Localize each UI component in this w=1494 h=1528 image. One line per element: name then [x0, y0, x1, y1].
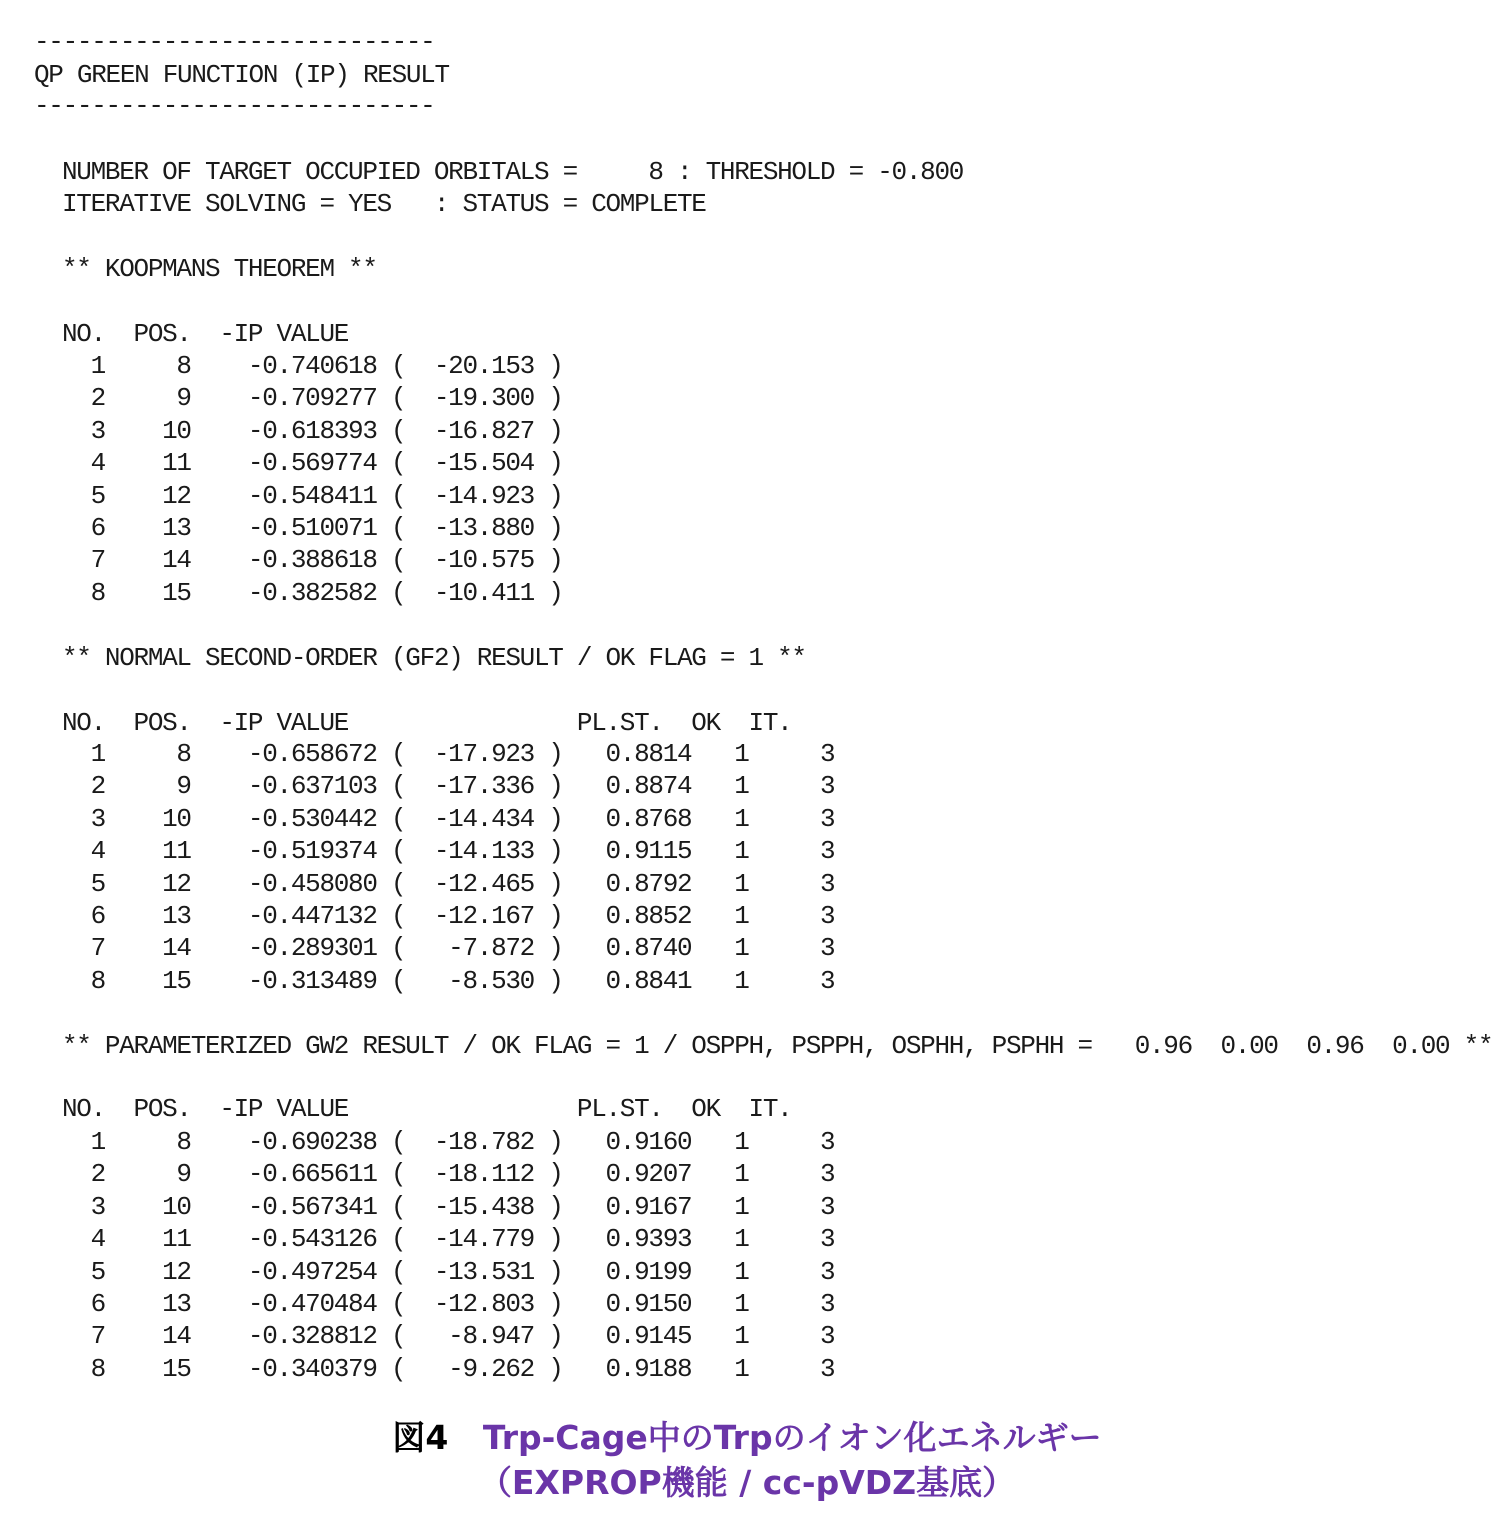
gf2-table-row: 6 13 -0.447132 ( -12.167 ) 0.8852 1 3 [62, 901, 835, 931]
koopmans-column-headers: NO. POS. -IP VALUE [62, 319, 349, 349]
figure-number: 図4 [392, 1418, 449, 1457]
gw2-table-row: 7 14 -0.328812 ( -8.947 ) 0.9145 1 3 [62, 1321, 835, 1352]
gw2-table-row: 8 15 -0.340379 ( -9.262 ) 0.9188 1 3 [62, 1353, 835, 1384]
koopmans-table-row: 1 8 -0.740618 ( -20.153 ) [62, 351, 563, 381]
settings-orbitals-line: NUMBER OF TARGET OCCUPIED ORBITALS = 8 : THRESHOLD = -0.800 [62, 157, 964, 187]
koopmans-table-row: 3 10 -0.618393 ( -16.827 ) [62, 415, 563, 446]
settings-solving-line: ITERATIVE SOLVING = YES : STATUS = COMPLETE [62, 189, 706, 219]
koopmans-table-row: 7 14 -0.388618 ( -10.575 ) [62, 545, 563, 576]
gw2-table-row: 6 13 -0.470484 ( -12.803 ) 0.9150 1 3 [62, 1289, 835, 1319]
koopmans-table-row: 2 9 -0.709277 ( -19.300 ) [62, 383, 563, 414]
gf2-heading: ** NORMAL SECOND-ORDER (GF2) RESULT / OK FLAG = 1 ** [62, 643, 806, 673]
koopmans-table-row: 4 11 -0.569774 ( -15.504 ) [62, 448, 563, 479]
koopmans-table-row: 5 12 -0.548411 ( -14.923 ) [62, 480, 563, 511]
koopmans-table-row: 6 13 -0.510071 ( -13.880 ) [62, 513, 563, 543]
gf2-table-row: 5 12 -0.458080 ( -12.465 ) 0.8792 1 3 [62, 868, 835, 899]
header-rule-top: ---------------------------- [34, 27, 435, 57]
gf2-table-row: 7 14 -0.289301 ( -7.872 ) 0.8740 1 3 [62, 933, 835, 964]
figure-title: Trp-Cage中のTrpのイオン化エネルギー [482, 1418, 1102, 1457]
header-rule-bottom: ---------------------------- [34, 91, 435, 121]
gf2-table-row: 4 11 -0.519374 ( -14.133 ) 0.9115 1 3 [62, 836, 835, 867]
gf2-table-row: 8 15 -0.313489 ( -8.530 ) 0.8841 1 3 [62, 965, 835, 996]
report-title: QP GREEN FUNCTION (IP) RESULT [34, 60, 449, 90]
gw2-table-row: 5 12 -0.497254 ( -13.531 ) 0.9199 1 3 [62, 1256, 835, 1287]
figure-caption-line2: （EXPROP機能 / cc-pVDZ基底） [478, 1463, 1016, 1502]
gw2-table-row: 3 10 -0.567341 ( -15.438 ) 0.9167 1 3 [62, 1191, 835, 1222]
gw2-column-headers: NO. POS. -IP VALUE PL.ST. OK IT. [62, 1094, 792, 1124]
gf2-table-row: 2 9 -0.637103 ( -17.336 ) 0.8874 1 3 [62, 771, 835, 802]
figure-caption-line1 [0, 1416, 1494, 1460]
gf2-table-row: 3 10 -0.530442 ( -14.434 ) 0.8768 1 3 [62, 803, 835, 834]
gw2-heading: ** PARAMETERIZED GW2 RESULT / OK FLAG = 1 / OSPPH, PSPPH, OSPHH, PSPHH = 0.96 0.00 0.96 0.00 ** [62, 1031, 1493, 1061]
koopmans-heading: ** KOOPMANS THEOREM ** [62, 254, 377, 284]
gw2-table-row: 1 8 -0.690238 ( -18.782 ) 0.9160 1 3 [62, 1127, 835, 1157]
koopmans-table-row: 8 15 -0.382582 ( -10.411 ) [62, 577, 563, 608]
gw2-table-row: 2 9 -0.665611 ( -18.112 ) 0.9207 1 3 [62, 1159, 835, 1190]
gw2-table-row: 4 11 -0.543126 ( -14.779 ) 0.9393 1 3 [62, 1224, 835, 1255]
gf2-column-headers: NO. POS. -IP VALUE PL.ST. OK IT. [62, 708, 792, 738]
gf2-table-row: 1 8 -0.658672 ( -17.923 ) 0.8814 1 3 [62, 739, 835, 769]
